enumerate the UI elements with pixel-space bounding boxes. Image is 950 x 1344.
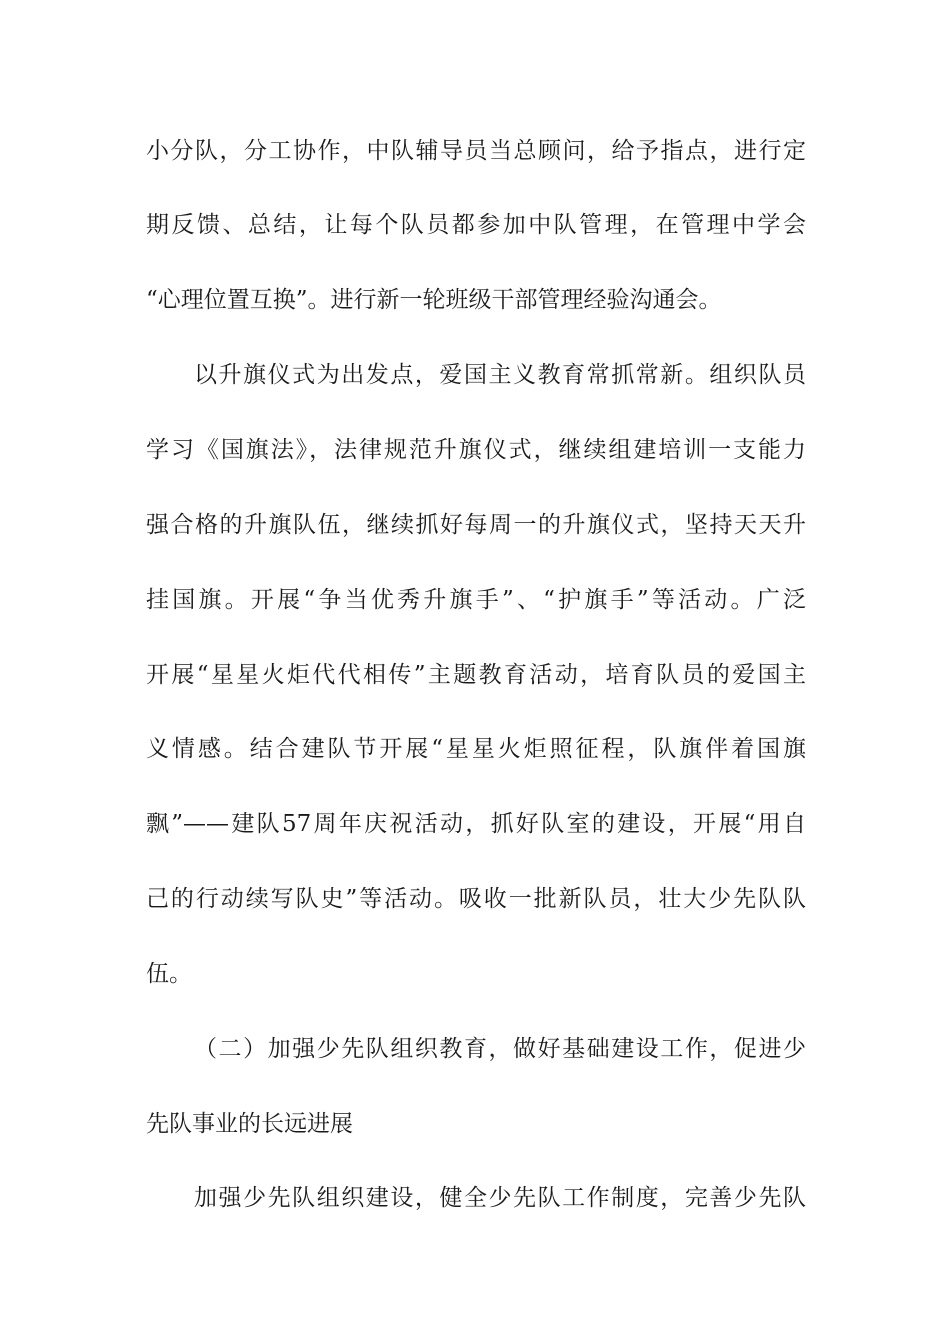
text-line-7: 挂国旗。开展“争当优秀升旗手”、“护旗手”等活动。广泛 [146, 587, 806, 613]
text-line-3: “心理位置互换”。进行新一轮班级干部管理经验沟通会。 [146, 287, 722, 313]
text-line-10: 飘”——建队57周年庆祝活动，抓好队室的建设，开展“用自 [146, 811, 806, 837]
text-line-2: 期反馈、总结，让每个队员都参加中队管理，在管理中学会 [146, 212, 806, 238]
text-line-4: 以升旗仪式为出发点，爱国主义教育常抓常新。组织队员 [194, 362, 806, 388]
text-line-5: 学习《国旗法》，法律规范升旗仪式，继续组建培训一支能力 [146, 437, 806, 463]
text-line-1: 小分队，分工协作，中队辅导员当总顾问，给予指点，进行定 [146, 138, 806, 164]
text-line-8: 开展“星星火炬代代相传”主题教育活动，培育队员的爱国主 [146, 662, 806, 688]
section-heading-line-2: 先队事业的长远进展 [146, 1111, 353, 1137]
text-line-6: 强合格的升旗队伍，继续抓好每周一的升旗仪式，坚持天天升 [146, 512, 806, 538]
text-line-9: 义情感。结合建队节开展“星星火炬照征程，队旗伴着国旗 [146, 736, 806, 762]
text-line-12: 伍。 [146, 961, 192, 987]
text-line-11: 己的行动续写队史”等活动。吸收一批新队员，壮大少先队队 [146, 886, 806, 912]
section-heading-line-1: （二）加强少先队组织教育，做好基础建设工作，促进少 [194, 1036, 806, 1062]
text-line-15: 加强少先队组织建设，健全少先队工作制度，完善少先队 [194, 1185, 806, 1211]
